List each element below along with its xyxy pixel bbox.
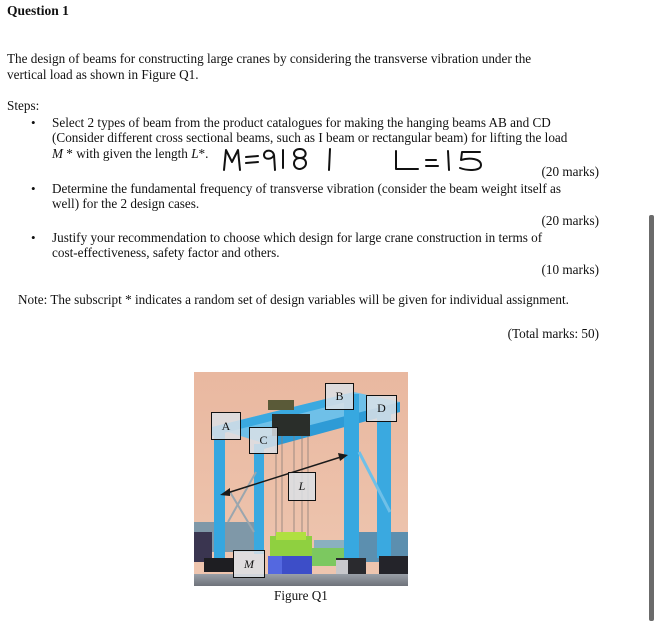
crane-figure: [194, 372, 408, 586]
figure-caption: Figure Q1: [274, 588, 328, 603]
bullet-icon: •: [31, 230, 36, 245]
step-1-line-1: Select 2 types of beam from the product catalogues for making the hanging beams AB and CD: [52, 115, 551, 130]
note-text: Note: The subscript * indicates a random set of design variables will be given for individual assignment.: [18, 292, 569, 307]
question-title: Question 1: [7, 3, 69, 18]
intro-line-1: The design of beams for constructing large cranes by considering the transverse vibration under the: [7, 51, 532, 66]
intro-line-2: vertical load as shown in Figure Q1.: [7, 66, 199, 82]
label-c: C: [249, 427, 278, 454]
label-d: D: [366, 395, 397, 422]
bullet-icon: •: [31, 181, 36, 196]
step-1-line-3-mid: * with given the length: [63, 145, 192, 161]
label-m: M: [233, 550, 265, 578]
step-2-text: [52, 181, 612, 212]
step-1-text: [52, 115, 612, 161]
step-1-line-3: [52, 146, 612, 161]
step-3-line-2: cost-effectiveness, safety factor and others.: [52, 245, 280, 261]
vertical-scrollbar[interactable]: [649, 215, 654, 621]
question-intro: [7, 51, 587, 82]
step-1-marks: (20 marks): [541, 164, 599, 179]
steps-label: Steps:: [7, 98, 40, 113]
step-1-line-2: (Consider different cross sectional beams, such as I beam or rectangular beam) for lifting the load: [52, 130, 568, 146]
label-l: L: [288, 472, 316, 501]
step-3-line-1: Justify your recommendation to choose which design for large crane construction in terms of: [52, 230, 543, 245]
step-1-line-3-end: *.: [198, 145, 209, 161]
symbol-m: M: [52, 145, 63, 161]
step-2-line-2: well) for the 2 design cases.: [52, 196, 200, 212]
label-b: B: [325, 383, 354, 410]
total-marks: (Total marks: 50): [507, 326, 599, 341]
step-3-text: [52, 230, 612, 261]
step-2-marks: (20 marks): [541, 213, 599, 228]
bullet-icon: •: [31, 115, 36, 130]
label-a: A: [211, 412, 241, 440]
step-3-marks: (10 marks): [541, 262, 599, 277]
step-2-line-1: Determine the fundamental frequency of transverse vibration (consider the beam weight itself as: [52, 181, 561, 196]
symbol-l: L: [191, 145, 199, 161]
